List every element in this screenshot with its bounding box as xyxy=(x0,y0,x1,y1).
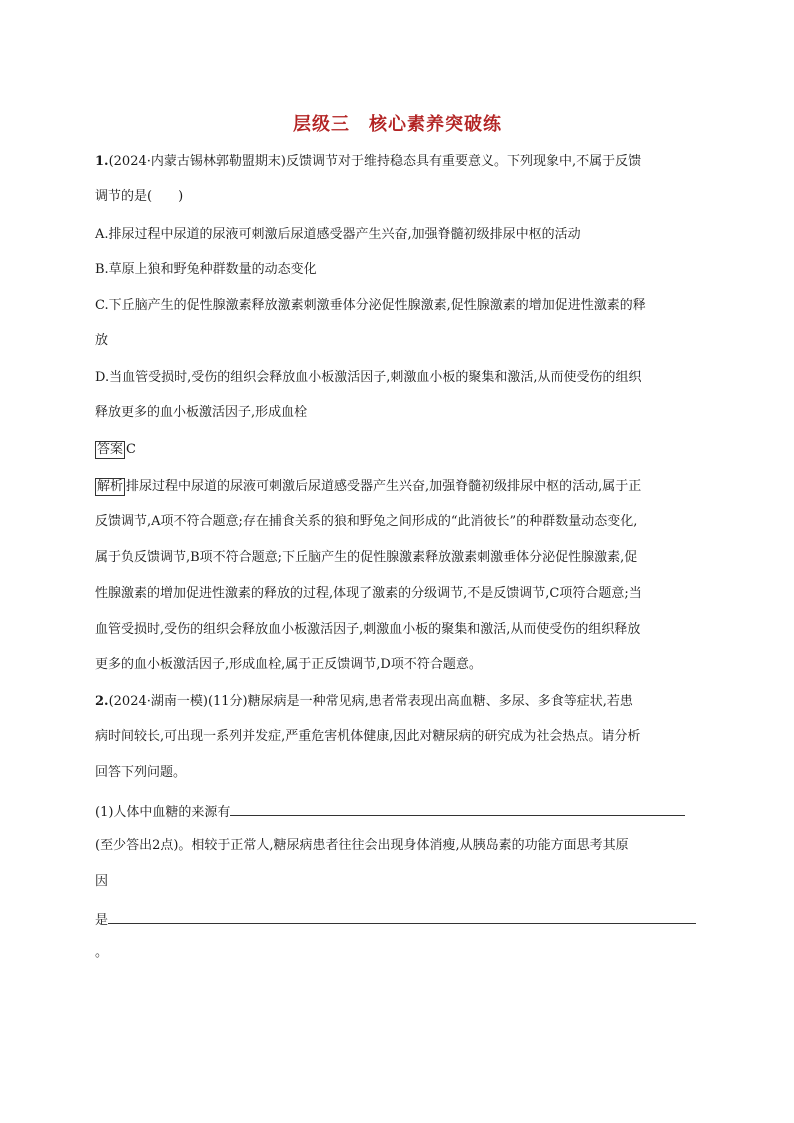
q2-stem-line2: 病时间较长,可出现一系列并发症,严重危害机体健康,因此对糖尿病的研究成为社会热点。请分析 xyxy=(95,729,641,744)
q1-stem-text1: (2024·内蒙古锡林郭勒盟期末)反馈调节对于维持稳态具有重要意义。下列现象中,不属于反馈 xyxy=(108,154,642,169)
q1-analysis-line6: 更多的血小板激活因子,形成血栓,属于正反馈调节,D项不符合题意。 xyxy=(95,657,482,672)
q2-sub1-line2: (至少答出2点)。相较于正常人,糖尿病患者往往会出现身体消瘦,从胰岛素的功能方面思考其原 xyxy=(95,838,629,853)
q1-option-d-line1: D.当血管受损时,受伤的组织会释放血小板激活因子,刺激血小板的聚集和激活,从而使受伤的组织 xyxy=(95,370,642,385)
page-title: 层级三 核心素养突破练 xyxy=(293,114,502,135)
q2-sub1-text: (1)人体中血糖的来源有 xyxy=(95,805,231,820)
q2-stem-text1: (2024·湖南一模)(11分)糖尿病是一种常见病,患者常表现出高血糖、多尿、多食等症状,若患 xyxy=(108,694,633,709)
q1-analysis-line3: 属于负反馈调节,B项不符合题意;下丘脑产生的促性腺激素释放激素刺激垂体分泌促性腺激素,促 xyxy=(95,550,638,565)
q1-option-c-line1: C.下丘脑产生的促性腺激素释放激素刺激垂体分泌促性腺激素,促性腺激素的增加促进性激素的释 xyxy=(95,298,646,313)
q2-sub1-shi: 是 xyxy=(95,913,109,928)
q1-option-c-line2: 放 xyxy=(95,333,109,348)
answer-blank-1[interactable] xyxy=(230,801,685,816)
q1-stem-line2: 调节的是( ) xyxy=(95,189,184,204)
q2-sub1-line1 xyxy=(95,801,685,822)
analysis-tag: 解析 xyxy=(97,479,124,494)
answer-tag: 答案 xyxy=(97,442,124,457)
q2-stem-line3: 回答下列问题。 xyxy=(95,765,187,780)
q1-analysis-line5: 血管受损时,受伤的组织会释放血小板激活因子,刺激血小板的聚集和激活,从而使受伤的组织释放 xyxy=(95,622,641,637)
q1-option-d-line2: 释放更多的血小板激活因子,形成血栓 xyxy=(95,405,308,420)
q2-stem-line1 xyxy=(95,693,633,711)
answer-value: C xyxy=(126,442,136,457)
q1-analysis-line4: 性腺激素的增加促进性激素的释放的过程,体现了激素的分级调节,不是反馈调节,C项符合题意;当 xyxy=(95,586,642,601)
q1-option-b: B.草原上狼和野兔种群数量的动态变化 xyxy=(95,262,317,277)
q1-stem-line1 xyxy=(95,153,641,171)
q2-sub1-line3: 因 xyxy=(95,874,109,889)
q1-analysis-line2: 反馈调节,A项不符合题意;存在捕食关系的狼和野兔之间形成的“此消彼长”的种群数量动态变化, xyxy=(95,514,638,529)
q1-option-a: A.排尿过程中尿道的尿液可刺激后尿道感受器产生兴奋,加强脊髓初级排尿中枢的活动 xyxy=(95,227,581,242)
q2-sub1-line4 xyxy=(95,909,696,930)
q1-number: 1. xyxy=(95,154,109,169)
answer-blank-2[interactable] xyxy=(108,909,696,924)
analysis-text1: 排尿过程中尿道的尿液可刺激后尿道感受器产生兴奋,加强脊髓初级排尿中枢的活动,属于正 xyxy=(126,479,642,494)
q2-end-mark: 。 xyxy=(95,945,109,960)
q1-answer xyxy=(95,441,136,459)
q1-analysis-line1 xyxy=(95,478,641,496)
q2-number: 2. xyxy=(95,694,109,709)
